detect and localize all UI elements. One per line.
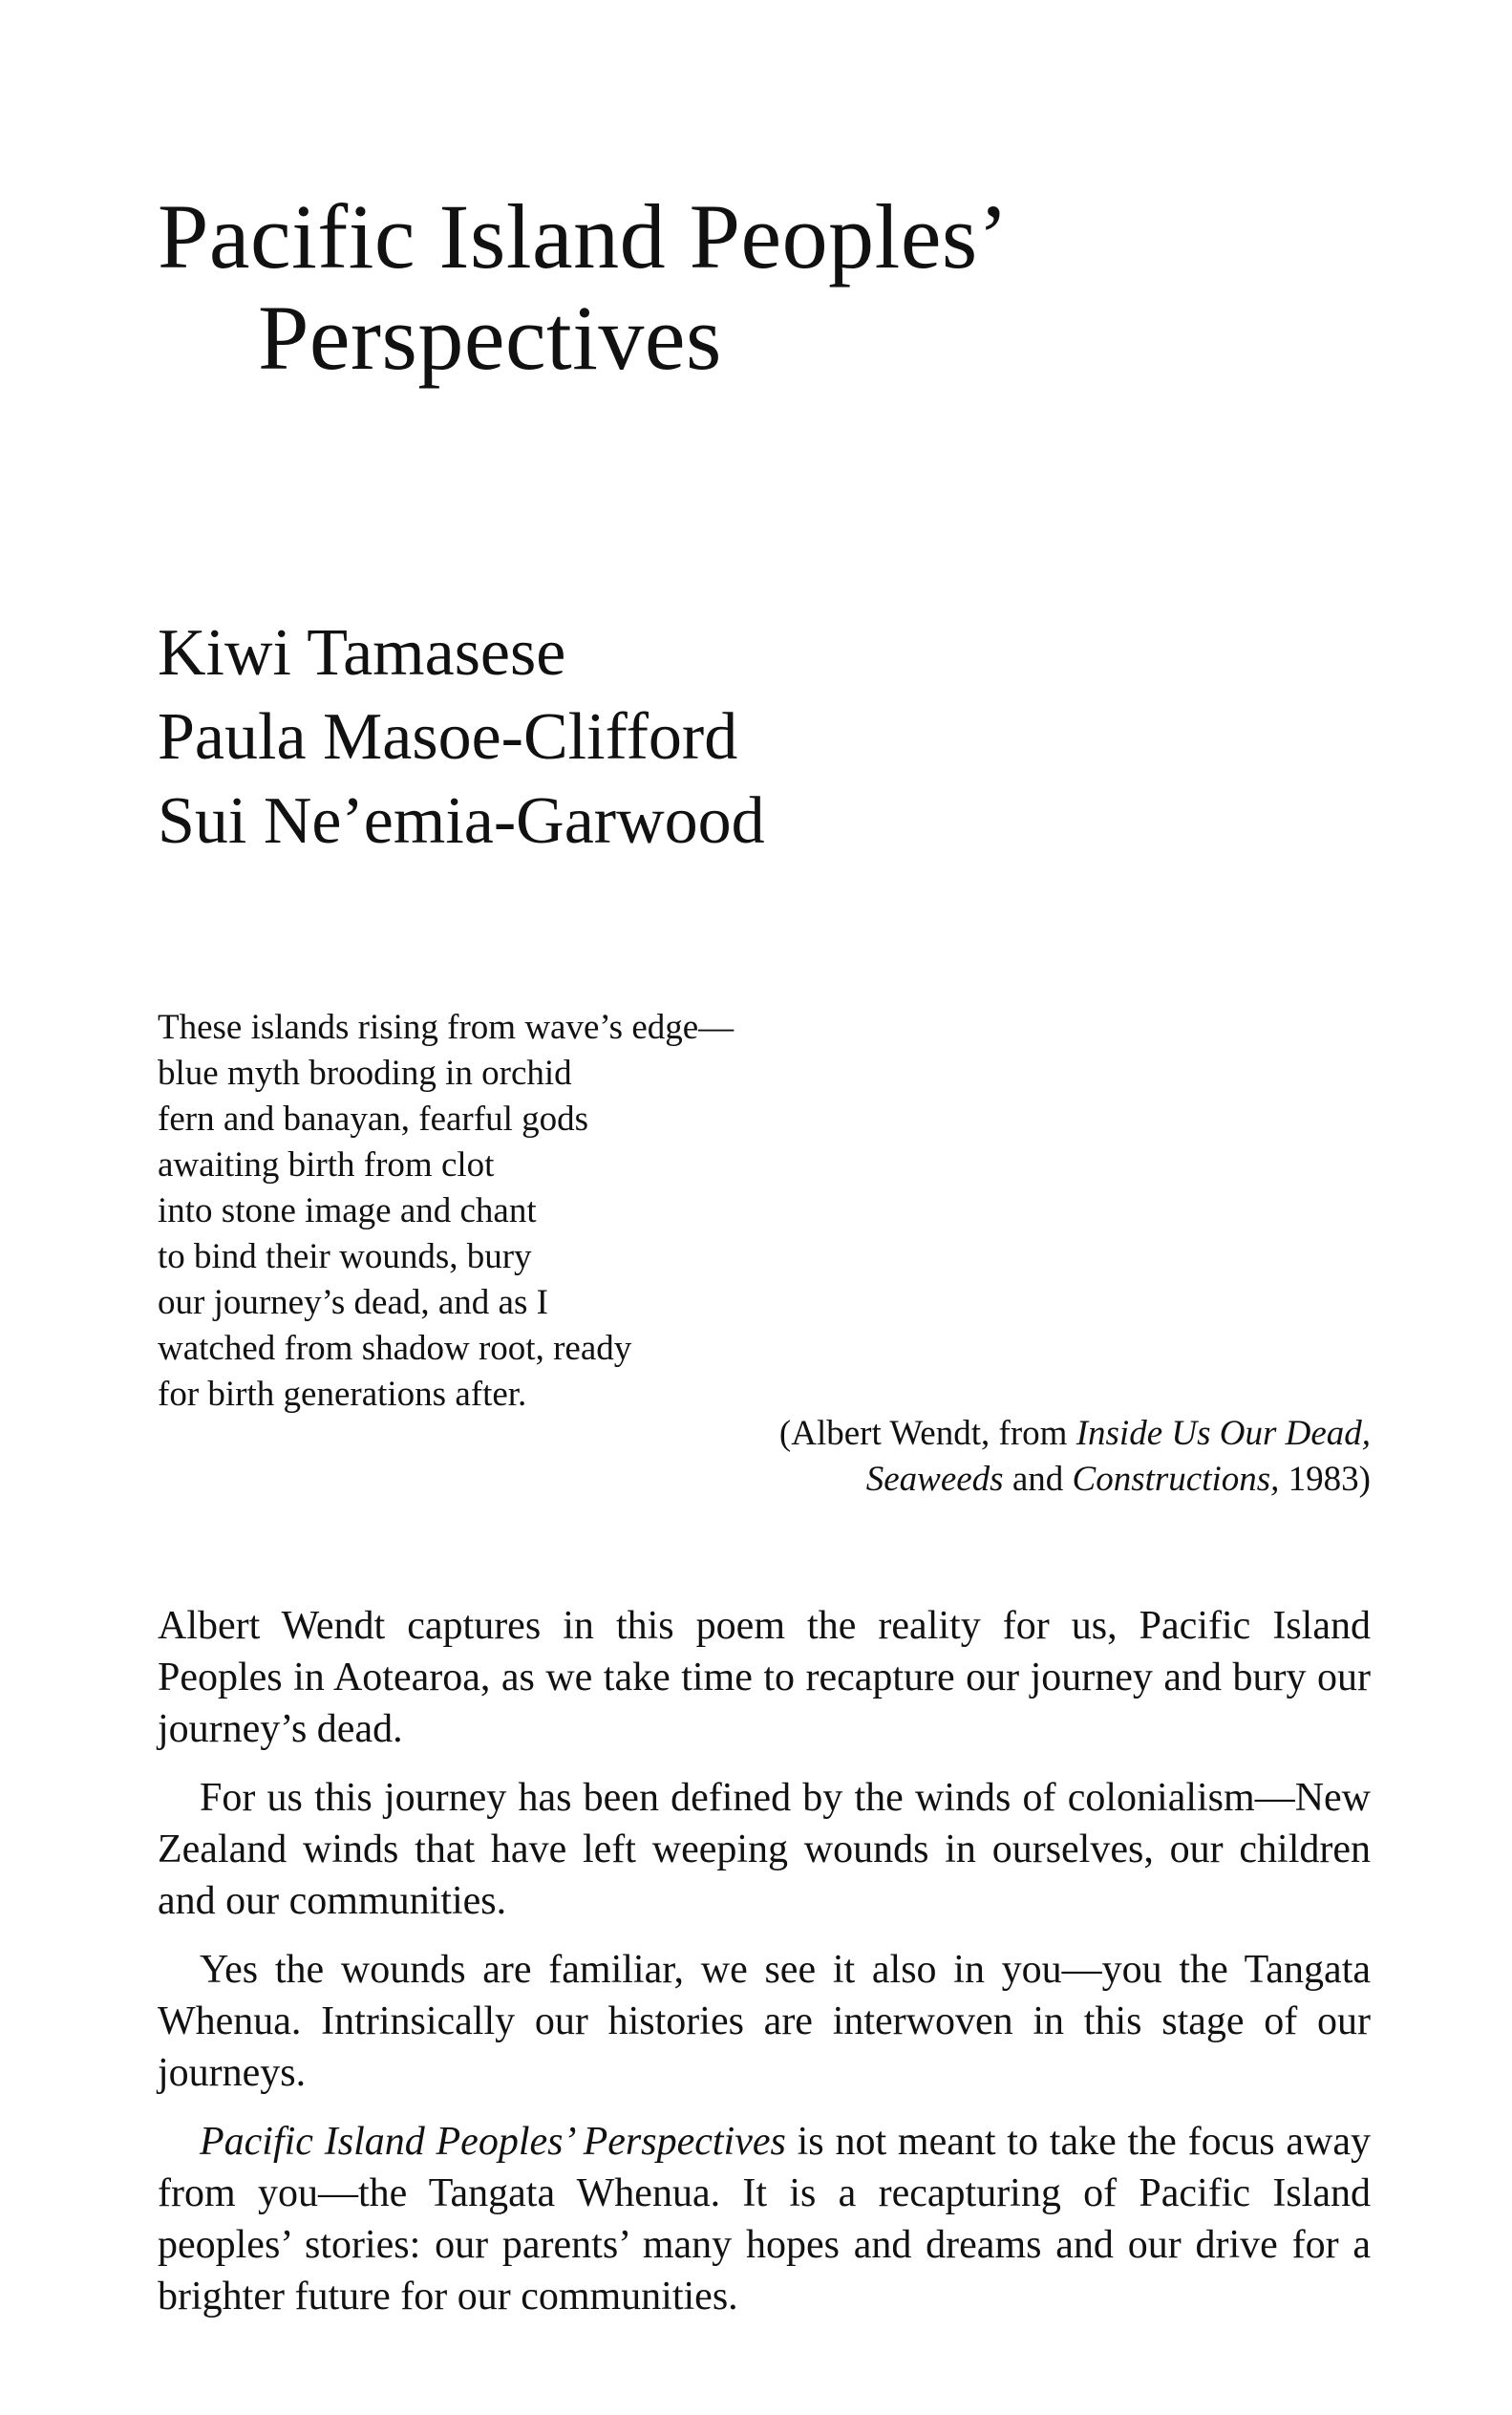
paragraph: Albert Wendt captures in this poem the reality for us, Pacific Island Peoples in Aotearoa, as we take time to recapture our journey and bury our journey’s dead.: [158, 1604, 1371, 1751]
citation-work-title: Inside Us Our Dead,: [1075, 1414, 1371, 1453]
poem-line: These islands rising from wave’s edge—: [158, 1008, 735, 1047]
citation-open: (Albert Wendt, from: [778, 1414, 1076, 1453]
poem-line: for birth generations after.: [158, 1375, 527, 1414]
poem-citation: [779, 1411, 1371, 1503]
author-list: [158, 611, 765, 864]
citation-work-title: Seaweeds: [865, 1460, 1004, 1499]
epigraph-poem: [158, 1005, 734, 1418]
poem-line: our journey’s dead, and as I: [158, 1283, 548, 1322]
poem-line: awaiting birth from clot: [158, 1145, 495, 1185]
chapter-title-line-2: Perspectives: [258, 287, 722, 389]
paragraph: For us this journey has been defined by the winds of colonialism—New Zealand winds that have left weeping wounds in ourselves, our children and our communities.: [158, 1776, 1371, 1923]
citation-year: 1983): [1279, 1460, 1371, 1499]
citation-line-1: [779, 1411, 1371, 1457]
poem-line: watched from shadow root, ready: [158, 1329, 632, 1368]
paragraph: Yes the wounds are familiar, we see it also in you—you the Tangata Whenua. Intrinsically our histories are interwoven in this stage of our journeys.: [158, 1948, 1371, 2095]
poem-line: into stone image and chant: [158, 1191, 537, 1230]
paragraph: [158, 2116, 1371, 2322]
author-name: Paula Masoe-Clifford: [158, 700, 738, 774]
paragraph-text: is not meant to take the focus away from you—the Tangata Whenua. It is a recapturing of Pacific Island peoples’ stories: our parents’ many hopes and dreams and our drive for a brighter future for our communities.: [158, 2120, 1371, 2319]
author-name: Kiwi Tamasese: [158, 616, 566, 690]
body-text: [158, 1600, 1371, 2340]
citation-conjunction: and: [1003, 1460, 1073, 1499]
citation-line-2: [779, 1457, 1371, 1503]
book-title-reference: Pacific Island Peoples’ Perspectives: [200, 2120, 786, 2164]
author-name: Sui Ne’emia-Garwood: [158, 784, 765, 858]
poem-line: to bind their wounds, bury: [158, 1237, 532, 1276]
citation-work-title: Constructions,: [1072, 1460, 1280, 1499]
poem-line: blue myth brooding in orchid: [158, 1054, 572, 1093]
chapter-title: [158, 185, 1010, 389]
poem-line: fern and banayan, fearful gods: [158, 1100, 588, 1139]
chapter-title-line-1: Pacific Island Peoples’: [158, 185, 1010, 288]
